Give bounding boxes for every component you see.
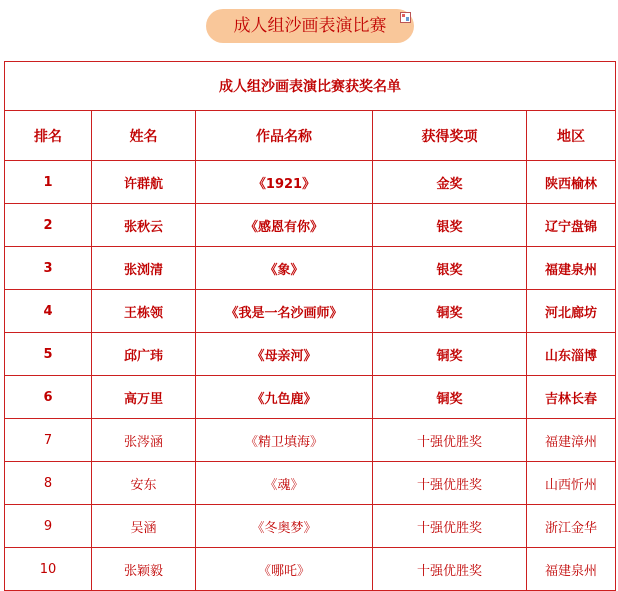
cell-work: 《哪吒》 — [196, 548, 373, 591]
table-row — [5, 333, 616, 376]
header-work: 作品名称 — [196, 111, 373, 161]
cell-name: 许群航 — [92, 161, 196, 204]
cell-name: 张秋云 — [92, 204, 196, 247]
header-region: 地区 — [527, 111, 616, 161]
header-rank: 排名 — [5, 111, 92, 161]
cell-award: 铜奖 — [373, 376, 527, 419]
cell-rank: 4 — [5, 290, 92, 333]
cell-rank: 8 — [5, 462, 92, 505]
cell-work: 《九色鹿》 — [196, 376, 373, 419]
cell-name: 张涔涵 — [92, 419, 196, 462]
banner-title-pill — [206, 9, 414, 43]
cell-region: 山西忻州 — [527, 462, 616, 505]
award-table — [4, 61, 616, 591]
cell-name: 邱广玮 — [92, 333, 196, 376]
table-caption-row — [5, 62, 616, 111]
header-award: 获得奖项 — [373, 111, 527, 161]
cell-rank: 7 — [5, 419, 92, 462]
table-row — [5, 505, 616, 548]
cell-award: 银奖 — [373, 247, 527, 290]
cell-region: 河北廊坊 — [527, 290, 616, 333]
table-row — [5, 161, 616, 204]
cell-award: 铜奖 — [373, 333, 527, 376]
cell-award: 十强优胜奖 — [373, 462, 527, 505]
cell-work: 《象》 — [196, 247, 373, 290]
cell-region: 吉林长春 — [527, 376, 616, 419]
table-row — [5, 290, 616, 333]
cell-name: 高万里 — [92, 376, 196, 419]
cell-region: 山东淄博 — [527, 333, 616, 376]
cell-region: 福建泉州 — [527, 247, 616, 290]
table-row — [5, 376, 616, 419]
header-name: 姓名 — [92, 111, 196, 161]
cell-work: 《1921》 — [196, 161, 373, 204]
table-row — [5, 548, 616, 591]
cell-work: 《我是一名沙画师》 — [196, 290, 373, 333]
table-caption: 成人组沙画表演比赛获奖名单 — [5, 62, 616, 111]
cell-award: 金奖 — [373, 161, 527, 204]
cell-name: 王栋领 — [92, 290, 196, 333]
cell-name: 张浏清 — [92, 247, 196, 290]
cell-award: 十强优胜奖 — [373, 548, 527, 591]
cell-work: 《魂》 — [196, 462, 373, 505]
cell-rank: 6 — [5, 376, 92, 419]
table-header-row — [5, 111, 616, 161]
cell-region: 辽宁盘锦 — [527, 204, 616, 247]
banner-title: 成人组沙画表演比赛 — [233, 16, 387, 36]
cell-rank: 5 — [5, 333, 92, 376]
cell-name: 张颖毅 — [92, 548, 196, 591]
image-icon — [400, 12, 411, 23]
cell-rank: 3 — [5, 247, 92, 290]
cell-work: 《感恩有你》 — [196, 204, 373, 247]
cell-work: 《精卫填海》 — [196, 419, 373, 462]
cell-name: 吴涵 — [92, 505, 196, 548]
cell-rank: 10 — [5, 548, 92, 591]
table-row — [5, 462, 616, 505]
cell-region: 陕西榆林 — [527, 161, 616, 204]
cell-work: 《母亲河》 — [196, 333, 373, 376]
cell-award: 铜奖 — [373, 290, 527, 333]
cell-region: 福建泉州 — [527, 548, 616, 591]
cell-work: 《冬奥梦》 — [196, 505, 373, 548]
cell-region: 福建漳州 — [527, 419, 616, 462]
table-row — [5, 247, 616, 290]
table-row — [5, 419, 616, 462]
cell-name: 安东 — [92, 462, 196, 505]
cell-rank: 9 — [5, 505, 92, 548]
cell-rank: 1 — [5, 161, 92, 204]
cell-region: 浙江金华 — [527, 505, 616, 548]
cell-award: 十强优胜奖 — [373, 505, 527, 548]
cell-award: 十强优胜奖 — [373, 419, 527, 462]
cell-award: 银奖 — [373, 204, 527, 247]
cell-rank: 2 — [5, 204, 92, 247]
table-row — [5, 204, 616, 247]
